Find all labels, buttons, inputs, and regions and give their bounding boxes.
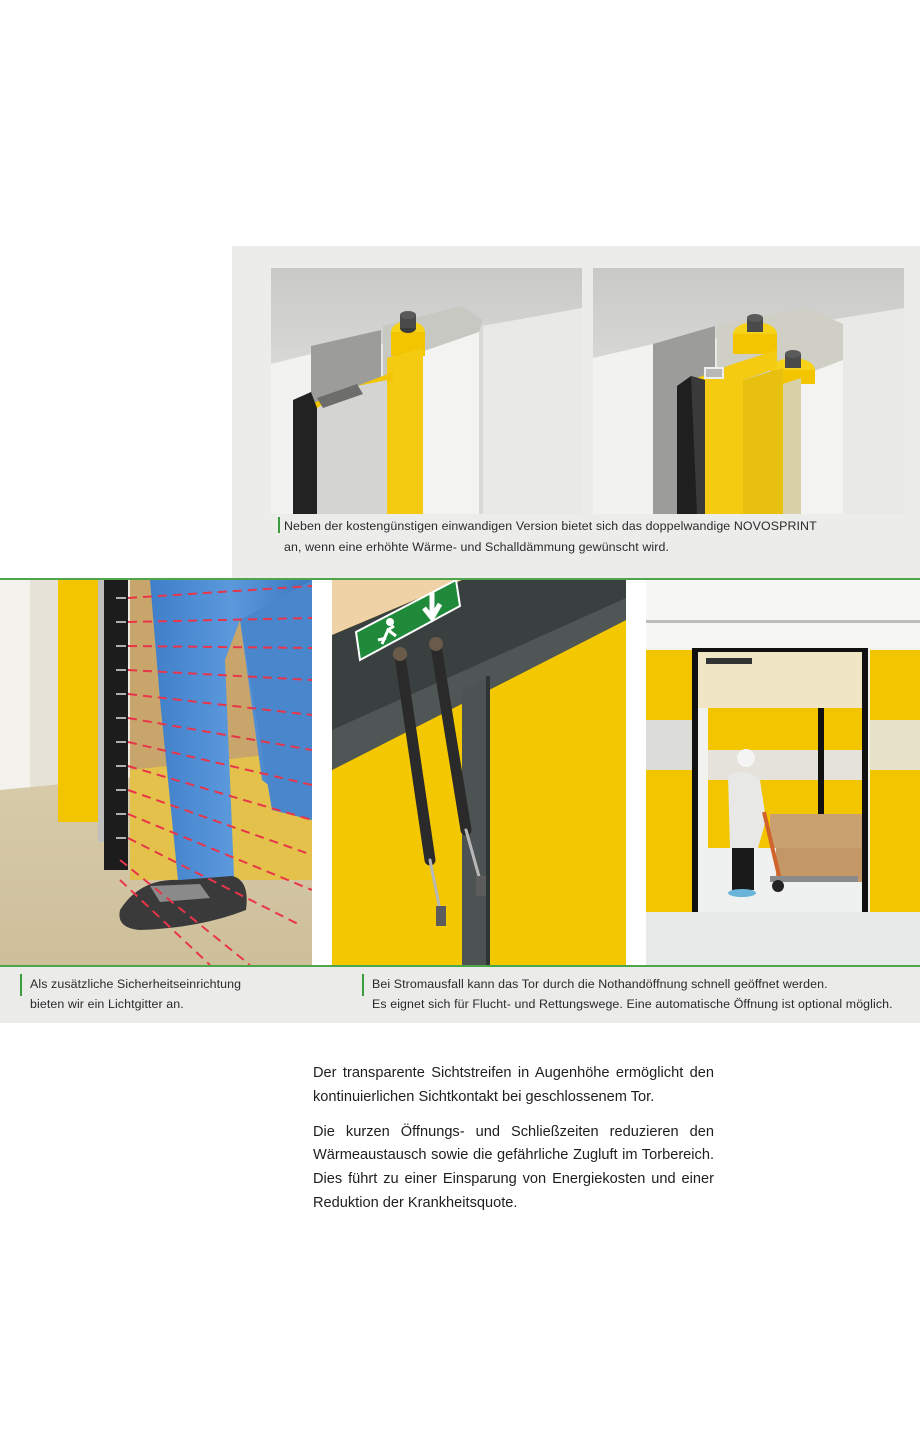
emergency-opening-photo: [332, 580, 626, 965]
profile-caption-line-2: an, wenn eine erhöhte Wärme- und Schalldämmung gewünscht wird.: [284, 540, 670, 554]
photo-caption-strip: [0, 967, 920, 1023]
emergency-opening-caption-line-2: Es eignet sich für Flucht- und Rettungswege. Eine automatische Öffnung ist optional möglich.: [372, 997, 893, 1011]
light-curtain-photo: [0, 580, 312, 965]
profile-caption-line-1: Neben der kostengünstigen einwandigen Version bietet sich das doppelwandige NOVOSPRINT: [284, 519, 817, 533]
caption-accent-bar: [362, 974, 364, 996]
body-copy: [313, 1062, 714, 1227]
photo-gutter: [312, 580, 332, 965]
single-wall-profile-image: [271, 268, 582, 514]
light-curtain-caption-line-1: Als zusätzliche Sicherheitseinrichtung: [30, 977, 242, 991]
body-paragraph-energy-savings: Die kurzen Öffnungs- und Schließzeiten reduzieren den Wärmeaustausch sowie die gefährliche Zugluft im Torbereich. Dies führt zu einer Einsparung von Energiekosten und einer Reduktion der Krankheitsquote.: [313, 1123, 714, 1211]
double-wall-profile-image: [593, 268, 904, 514]
caption-accent-bar: [278, 517, 280, 533]
body-paragraph-vision-strip: Der transparente Sichtstreifen in Augenhöhe ermöglicht den kontinuierlichen Sichtkontakt bei geschlossenem Tor.: [313, 1065, 714, 1105]
light-curtain-caption: [30, 974, 330, 1014]
cleanroom-door-photo: [646, 580, 920, 965]
light-curtain-caption-line-2: bieten wir ein Lichtgitter an.: [30, 997, 184, 1011]
emergency-opening-caption-line-1: Bei Stromausfall kann das Tor durch die Nothandöffnung schnell geöffnet werden.: [372, 977, 828, 991]
profile-caption: [284, 516, 904, 558]
caption-accent-bar: [20, 974, 22, 996]
emergency-opening-caption: [372, 974, 912, 1014]
photo-gutter: [626, 580, 646, 965]
profile-comparison-panel: [232, 246, 920, 578]
